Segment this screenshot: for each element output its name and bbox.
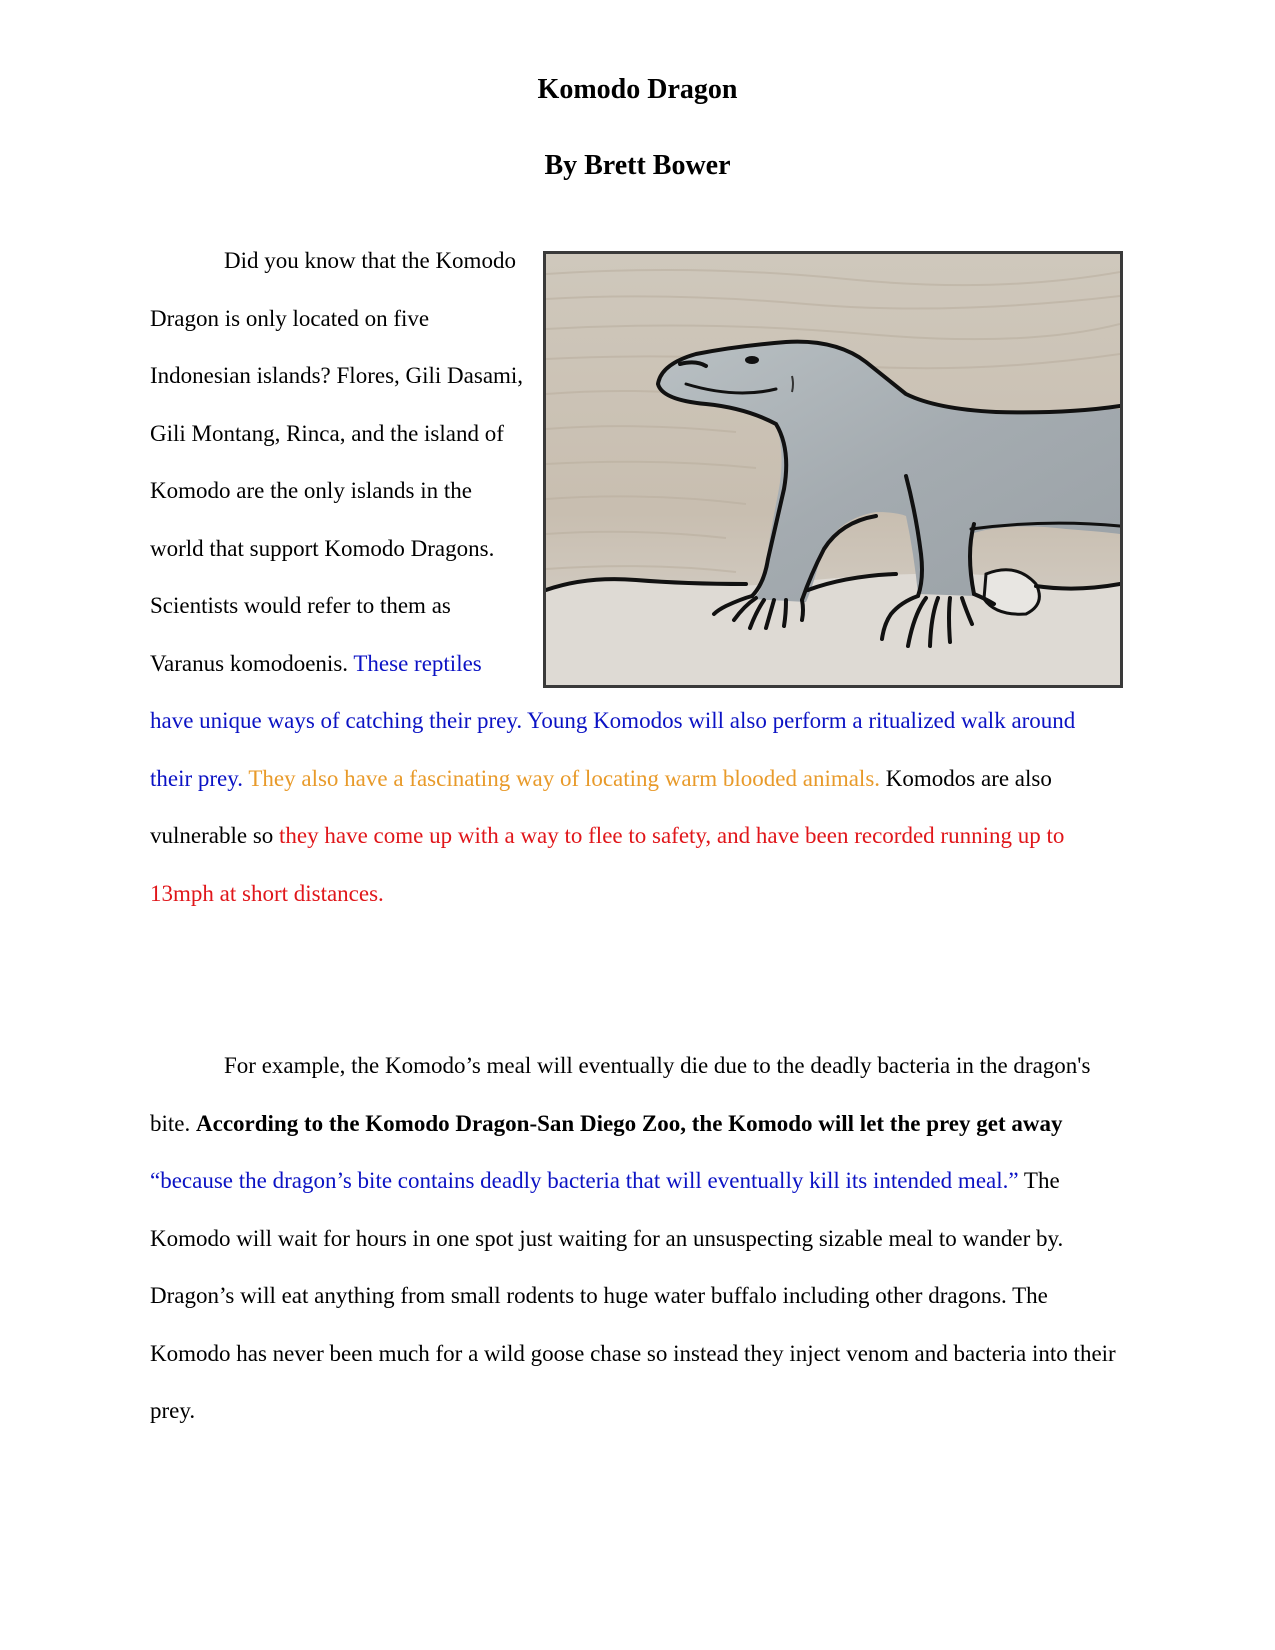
paragraph-2: [150, 1037, 1118, 1440]
paragraph-1-vulnerable-text: Komodos are also vulnerable so: [150, 765, 1052, 848]
paragraph-2-intro: For example, the Komodo’s meal will eventually die due to the deadly bacteria in the dragon's bite.: [150, 1053, 1091, 1136]
document-title: Komodo Dragon: [537, 74, 738, 105]
paragraph-2-body: The Komodo will wait for hours in one spot just waiting for an unsuspecting sizable meal to wander by. Dragon’s will eat anything from small rodents to huge water buffalo including other dragons. The Komodo has never been much for a wild goose chase so instead they inject venom and bacteria into their prey.: [150, 1168, 1116, 1423]
komodo-dragon-icon: [546, 254, 1120, 685]
document-byline: By Brett Bower: [544, 150, 731, 181]
paragraph-2-quote: “because the dragon’s bite contains deadly bacteria that will eventually kill its intended meal.”: [150, 1168, 1019, 1193]
paragraph-2-citation: According to the Komodo Dragon-San Diego Zoo, the Komodo will let the prey get away: [196, 1110, 1063, 1136]
paragraph-1-locating-sentence: They also have a fascinating way of locating warm blooded animals.: [248, 765, 881, 791]
paragraph-1-flee-sentence: they have come up with a way to flee to safety, and have been recorded running up to 13mph at short distances.: [150, 823, 1065, 906]
paragraph-1-intro: Did you know that the Komodo Dragon is only located on five Indonesian islands? Flores, Gili Dasami, Gili Montang, Rinca, and the island of Komodo are the only islands in the world that support Komodo Dragons. Scientists would refer to them as Varanus komodoenis.: [150, 248, 524, 676]
paragraph-1-prey-sentence: These reptiles have unique ways of catching their prey. Young Komodos will also perform a ritualized walk around their prey.: [150, 650, 1076, 791]
komodo-dragon-drawing: [543, 251, 1123, 688]
